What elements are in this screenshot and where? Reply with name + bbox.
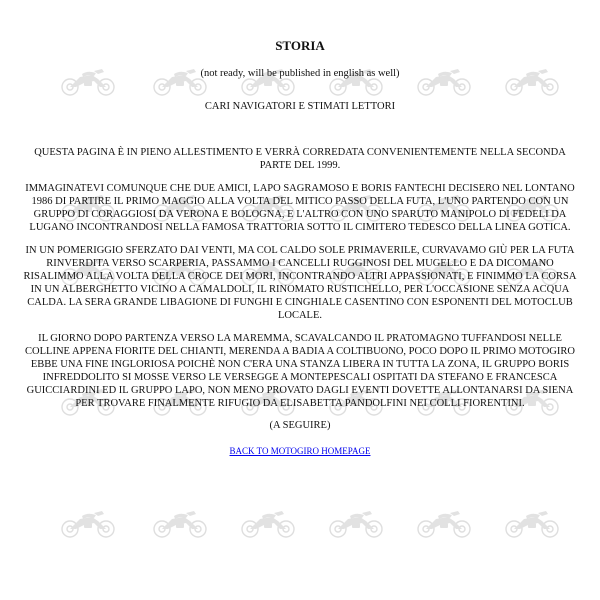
paragraph-first-trip: IMMAGINATEVI COMUNQUE CHE DUE AMICI, LAPO SAGRAMOSO E BORIS FANTECHI DECISERO NEL LONTANO 1986 DI PARTIRE IL PRIMO MAGGIO ALLA VOLTA DEL MITICO PASSO DELLA FUTA, L'UNO PARTENDO CON UN GRUPPO DI CORAGGIOSI DA VERONA E BOLOGNA, E L'ALTRO CON UNO SPARUTO MANIPOLO DI FEDELI DA LUGANO INCONTRANDOSI NELLA FAMOSA TRATTORIA SOTTO IL CIMITERO TEDESCO DELLA LINEA GOTICA. [25, 183, 575, 233]
motorcycle-icon [414, 504, 474, 542]
greeting: CARI NAVIGATORI E STIMATI LETTORI [204, 101, 396, 112]
motorcycle-icon [502, 504, 562, 542]
to-follow-note: (A SEGUIRE) [269, 420, 331, 431]
back-to-homepage-link[interactable]: BACK TO MOTOGIRO HOMEPAGE [229, 446, 371, 456]
motorcycle-icon [58, 504, 118, 542]
paragraph-next-day: IL GIORNO DOPO PARTENZA VERSO LA MAREMMA, SCAVALCANDO IL PRATOMAGNO TUFFANDOSI NELLE COLLINE APPENA FIORITE DEL CHIANTI, MERENDA A BADIA A COLTIBUONO, POCO DOPO IL PRIMO MOTOGIRO EBBE UNA FINE INGLORIOSA POICHÈ NON C'ERA UNA STANZA LIBERA IN TUTTA LA ZONA, IL GRUPPO BORIS INFREDDOLITO SI MOSSE VERSO LE VERSEGGE A MONTEPESCALI OSPITATI DA STEFANO E FRANCESCA GUICCIARDINI ED IL GRUPPO LAPO, NON MENO PROVATO DAGLI EVENTI DOVETTE ALLONTANARSI DA SIENA PER TROVARE FINALMENTE RIFUGIO DA ELISABETTA PANDOLFINI NEI COLLI FIORENTINI. [25, 333, 575, 409]
page-title: STORIA [275, 38, 325, 53]
paragraph-afternoon: IN UN POMERIGGIO SFERZATO DAI VENTI, MA COL CALDO SOLE PRIMAVERILE, CURVAVAMO GIÙ PER LA FUTA RINVERDITA VERSO SCARPERIA, PASSAMMO I CANCELLI RUGGINOSI DEL MUGELLO E DA DICOMANO RISALIMMO ALLA VOLTA DELLA CROCE DEI MORI, INCONTRANDO ALTRI APPASSIONATI, E FINIMMO LA CORSA IN UN ALBERGHETTO VICINO A CAMALDOLI, IL RINOMATO RUSTICHELLO, PER L'OCCASIONE SENZA ACQUA CALDA. LA SERA GRANDE LIBAGIONE DI FUNGHI E CINGHIALE CASENTINO CON ESPONENTI DEL MOTOCLUB LOCALE. [23, 245, 577, 321]
subtitle: (not ready, will be published in english as well) [200, 68, 400, 79]
motorcycle-icon [326, 504, 386, 542]
motorcycle-icon [150, 504, 210, 542]
main-content [20, 0, 580, 459]
paragraph-intro: QUESTA PAGINA È IN PIENO ALLESTIMENTO E VERRÀ CORREDATA CONVENIENTEMENTE NELLA SECONDA PARTE DEL 1999. [34, 147, 566, 171]
motorcycle-icon [238, 504, 298, 542]
